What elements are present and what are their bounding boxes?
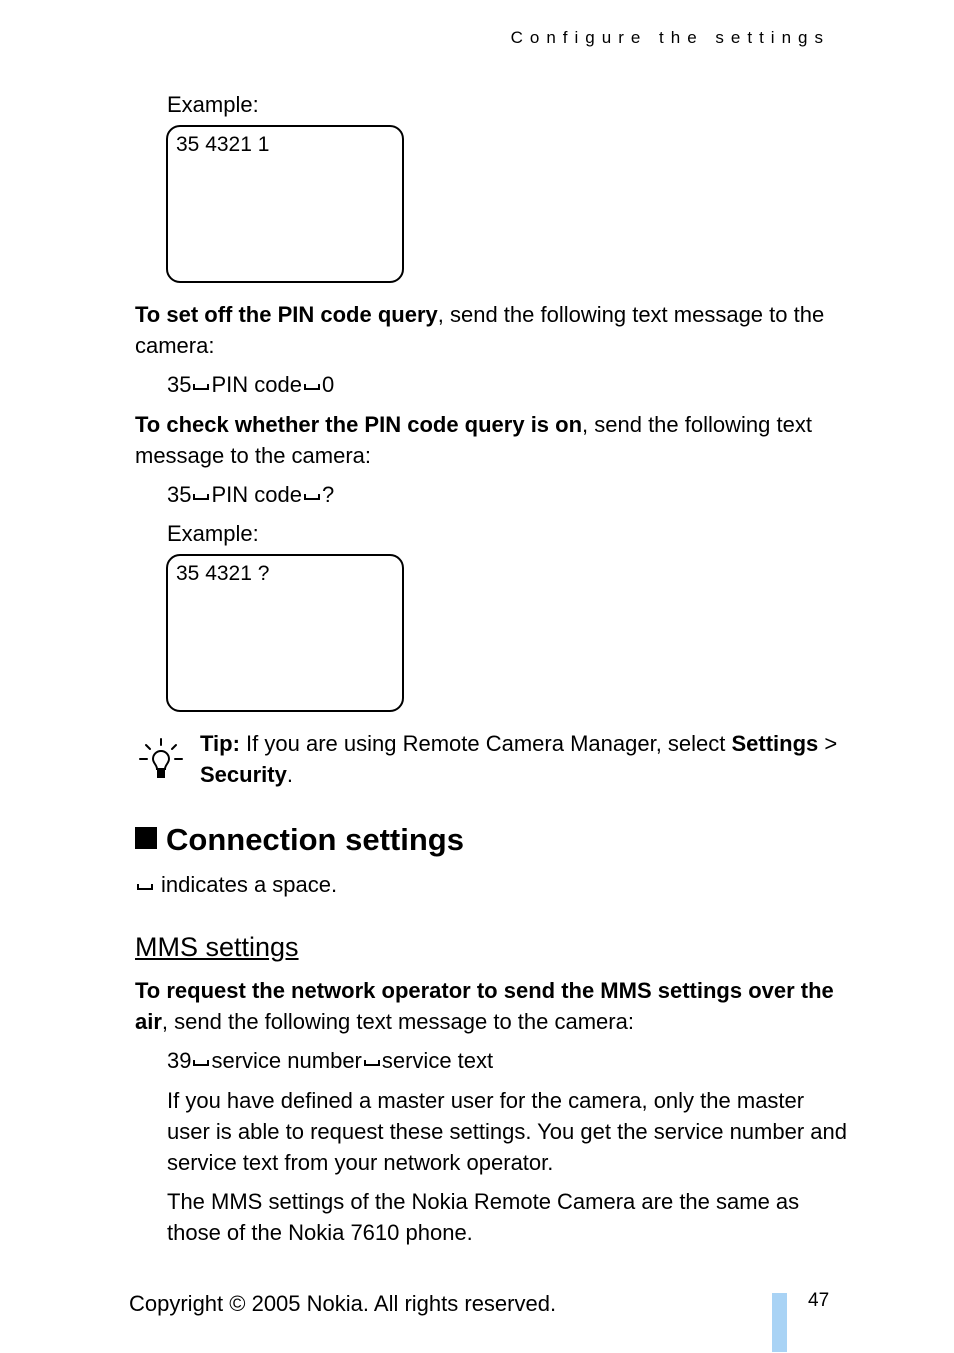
space-note-text: indicates a space. xyxy=(161,872,338,897)
sms-example-text: 35 4321 1 xyxy=(176,133,270,156)
space-symbol-icon xyxy=(304,384,320,390)
space-symbol-icon xyxy=(364,1060,380,1066)
pin-off-line2: camera: xyxy=(135,333,215,358)
cmd-code: 35 xyxy=(167,372,192,397)
pin-off-bold: To set off the PIN code query xyxy=(135,302,438,327)
sms-example-text: 35 4321 ? xyxy=(176,562,270,585)
tip-settings: Settings xyxy=(731,731,819,756)
cmd-code: 39 xyxy=(167,1048,192,1073)
page-tab-marker xyxy=(772,1293,787,1352)
tip-end: . xyxy=(286,762,293,787)
mms-request-rest: , send the following text message to the camera: xyxy=(161,1009,634,1034)
cmd-code: 35 xyxy=(167,482,192,507)
cmd-keyword: PIN code xyxy=(211,482,302,507)
command-pin-off xyxy=(167,369,334,400)
example-label: Example: xyxy=(167,521,259,546)
pin-check-paragraph xyxy=(135,409,835,471)
cmd-keyword: service number xyxy=(211,1048,362,1073)
mms-request-bold-2: air xyxy=(135,1009,162,1034)
cmd-value: service text xyxy=(381,1048,494,1073)
section-heading xyxy=(135,822,464,858)
pin-off-paragraph xyxy=(135,299,835,361)
tip-label: Tip: xyxy=(200,731,240,756)
space-symbol-icon xyxy=(304,494,320,500)
pin-off-rest: , send the following text message to the xyxy=(437,302,825,327)
space-symbol-icon xyxy=(193,384,209,390)
paragraph-line: those of the Nokia 7610 phone. xyxy=(167,1220,473,1245)
tip-lightbulb-icon xyxy=(138,737,184,783)
subsection-heading: MMS settings xyxy=(135,932,299,962)
section-heading-text: Connection settings xyxy=(166,822,464,857)
paragraph-line: If you have defined a master user for the camera, only the master xyxy=(167,1088,805,1113)
space-symbol-icon xyxy=(193,494,209,500)
tip-text: If you are using Remote Camera Manager, select xyxy=(239,731,732,756)
cmd-keyword: PIN code xyxy=(211,372,302,397)
paragraph-line: service text from your network operator. xyxy=(167,1150,554,1175)
master-user-paragraph xyxy=(167,1085,857,1178)
pin-check-line2: message to the camera: xyxy=(135,443,372,468)
heading-square-icon xyxy=(135,827,157,849)
mms-request-bold: To request the network operator to send the MMS settings over the xyxy=(135,978,834,1003)
page-number: 47 xyxy=(808,1290,830,1311)
tip-paragraph xyxy=(200,728,840,790)
cmd-value: ? xyxy=(321,482,335,507)
space-symbol-icon xyxy=(137,884,153,890)
sms-example-box xyxy=(166,554,404,712)
example-label: Example: xyxy=(167,92,259,117)
cmd-value: 0 xyxy=(321,372,335,397)
space-symbol-icon xyxy=(193,1060,209,1066)
command-pin-check xyxy=(167,479,334,510)
mms-request-paragraph xyxy=(135,975,855,1037)
command-mms xyxy=(167,1045,493,1076)
tip-separator: > xyxy=(818,731,838,756)
space-note xyxy=(137,869,337,900)
running-header: Configure the settings xyxy=(510,28,830,47)
copyright-footer: Copyright © 2005 Nokia. All rights reserved. xyxy=(129,1291,557,1316)
pin-check-rest: , send the following text xyxy=(582,412,812,437)
pin-check-bold: To check whether the PIN code query is on xyxy=(135,412,583,437)
tip-security: Security xyxy=(200,762,287,787)
mms-same-paragraph xyxy=(167,1186,857,1248)
paragraph-line: user is able to request these settings. You get the service number and xyxy=(167,1119,847,1144)
paragraph-line: The MMS settings of the Nokia Remote Camera are the same as xyxy=(167,1189,800,1214)
sms-example-box xyxy=(166,125,404,283)
